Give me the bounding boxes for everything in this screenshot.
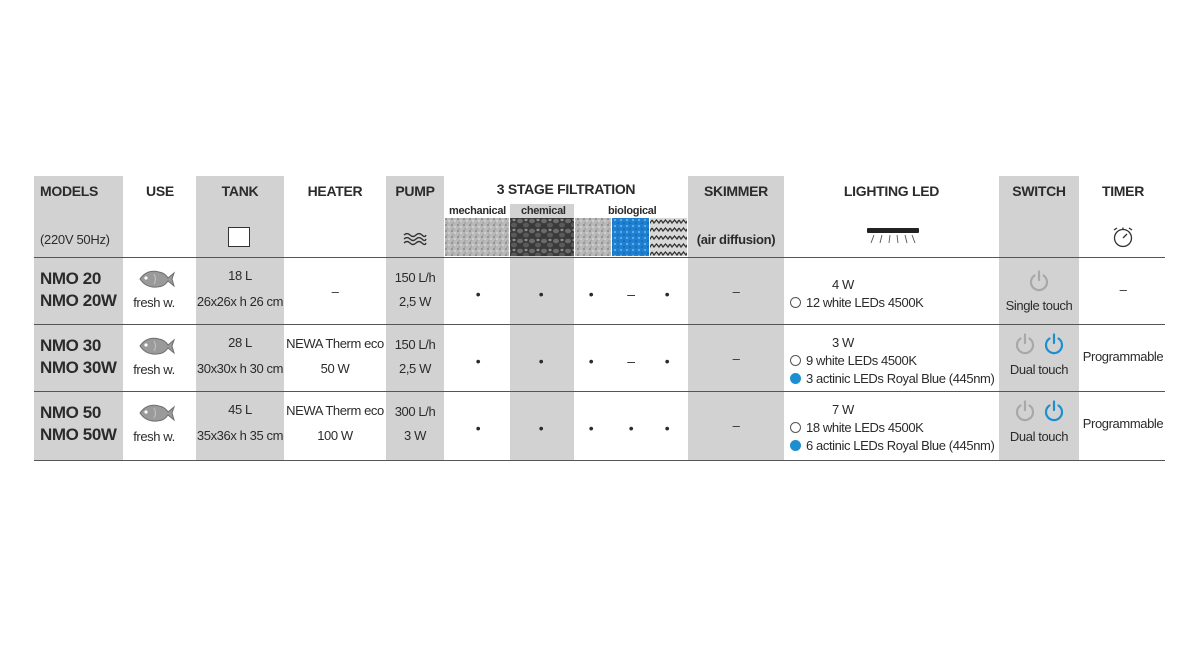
header-tank: TANK <box>221 183 259 199</box>
header-filtration-biological: biological <box>608 205 657 217</box>
led-bar-icon <box>866 227 920 245</box>
tank-column-bg <box>196 176 284 460</box>
header-filtration-mechanical: mechanical <box>449 205 506 217</box>
filtration-mark: • <box>538 420 544 436</box>
power-button-icon <box>1042 332 1066 361</box>
skimmer-value: – <box>732 418 740 433</box>
filtration-mark: • <box>664 353 670 369</box>
pump-power: 2,5 W <box>399 361 431 376</box>
filtration-mark: – <box>627 286 635 302</box>
header-heater: HEATER <box>307 183 363 199</box>
heater-power: 100 W <box>317 428 353 443</box>
header-filtration: 3 STAGE FILTRATION <box>496 181 636 197</box>
header-filtration-chemical: chemical <box>521 205 566 217</box>
power-button-icon <box>1013 332 1037 361</box>
skimmer-value: – <box>732 351 740 366</box>
led-spec-line <box>790 294 923 312</box>
pump-flow: 150 L/h <box>394 270 436 285</box>
filtration-mark: • <box>628 420 634 436</box>
led-spec-line <box>790 437 994 455</box>
led-power: 4 W <box>832 277 854 292</box>
pump-flow: 300 L/h <box>394 404 436 419</box>
led-spec-line <box>790 352 917 370</box>
heater-none: – <box>331 284 339 299</box>
led-power: 7 W <box>832 402 854 417</box>
stopwatch-icon <box>1111 226 1135 248</box>
header-timer: TIMER <box>1101 183 1145 199</box>
filtration-mark: • <box>538 286 544 302</box>
heater-model: NEWA Therm eco <box>286 336 384 351</box>
filtration-mark: • <box>538 353 544 369</box>
pump-power: 3 W <box>404 428 426 443</box>
led-power: 3 W <box>832 335 854 350</box>
led-spec-line <box>790 419 923 437</box>
model-name: NMO 50 <box>40 403 101 422</box>
table-bottom-line <box>34 460 1165 461</box>
tank-volume: 18 L <box>228 268 252 283</box>
tank-square-icon <box>228 227 250 247</box>
power-button-icon <box>1027 269 1051 298</box>
tank-dimensions: 30x30x h 30 cm <box>196 361 284 376</box>
use-label: fresh w. <box>133 295 175 310</box>
power-button-icon <box>1013 399 1037 428</box>
fish-icon <box>137 402 175 429</box>
filtration-mark: • <box>475 353 481 369</box>
model-name: NMO 20 <box>40 269 101 288</box>
water-waves-icon <box>403 232 427 246</box>
filtration-mark: • <box>588 353 594 369</box>
model-name-w: NMO 50W <box>40 425 117 444</box>
model-name: NMO 30 <box>40 336 101 355</box>
switch-column-bg <box>999 176 1079 460</box>
filter-media-swatches <box>445 218 687 256</box>
heater-power: 50 W <box>320 361 350 376</box>
header-pump: PUMP <box>395 183 435 199</box>
timer-value: – <box>1119 282 1127 297</box>
filtration-mark: • <box>664 286 670 302</box>
actinic-led-dot-icon <box>790 373 801 384</box>
led-spec-text: 3 actinic LEDs Royal Blue (445nm) <box>806 371 995 386</box>
timer-value: Programmable <box>1082 349 1164 364</box>
led-spec-text: 18 white LEDs 4500K <box>806 420 924 435</box>
skimmer-value: – <box>732 284 740 299</box>
led-spec-text: 9 white LEDs 4500K <box>806 353 917 368</box>
fish-icon <box>137 335 175 362</box>
filtration-mark: • <box>475 286 481 302</box>
timer-value: Programmable <box>1082 416 1164 431</box>
pump-power: 2,5 W <box>399 294 431 309</box>
switch-label: Dual touch <box>1009 362 1069 377</box>
heater-model: NEWA Therm eco <box>286 403 384 418</box>
led-spec-text: 12 white LEDs 4500K <box>806 295 924 310</box>
header-use: USE <box>146 183 174 199</box>
white-led-circle-icon <box>790 355 801 366</box>
header-models: MODELS <box>40 183 99 199</box>
filtration-mark: • <box>475 420 481 436</box>
fish-icon <box>137 268 175 295</box>
filtration-mark: • <box>664 420 670 436</box>
tank-dimensions: 26x26x h 26 cm <box>196 294 284 309</box>
switch-label: Single touch <box>1005 298 1073 313</box>
header-skimmer: SKIMMER <box>703 183 768 199</box>
row-divider-1 <box>34 324 1165 325</box>
use-label: fresh w. <box>133 429 175 444</box>
tank-volume: 45 L <box>228 402 252 417</box>
power-button-icon <box>1042 399 1066 428</box>
tank-dimensions: 35x36x h 35 cm <box>196 428 284 443</box>
led-spec-text: 6 actinic LEDs Royal Blue (445nm) <box>806 438 995 453</box>
header-skimmer-sub: (air diffusion) <box>696 232 776 247</box>
header-models-voltage: (220V 50Hz) <box>40 232 110 247</box>
tank-volume: 28 L <box>228 335 252 350</box>
model-name-w: NMO 20W <box>40 291 117 310</box>
led-spec-line <box>790 370 994 388</box>
filtration-mark: – <box>627 353 635 369</box>
filtration-mark: • <box>588 420 594 436</box>
header-divider <box>34 257 1165 258</box>
actinic-led-dot-icon <box>790 440 801 451</box>
white-led-circle-icon <box>790 297 801 308</box>
use-label: fresh w. <box>133 362 175 377</box>
model-name-w: NMO 30W <box>40 358 117 377</box>
header-lighting: LIGHTING LED <box>843 183 940 199</box>
switch-label: Dual touch <box>1009 429 1069 444</box>
row-divider-2 <box>34 391 1165 392</box>
filtration-mark: • <box>588 286 594 302</box>
white-led-circle-icon <box>790 422 801 433</box>
pump-flow: 150 L/h <box>394 337 436 352</box>
header-switch: SWITCH <box>1012 183 1066 199</box>
